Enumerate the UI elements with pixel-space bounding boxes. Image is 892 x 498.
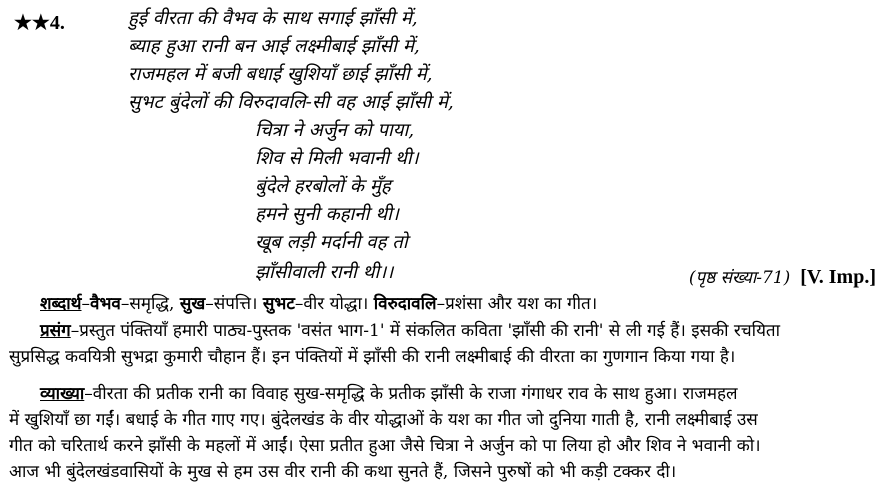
- context-label: प्रसंग: [40, 321, 71, 341]
- source-page: (पृष्ठ संख्या-71): [688, 268, 791, 288]
- poem-line: ब्याह हुआ रानी बन आई लक्ष्मीबाई झाँसी में,: [128, 36, 420, 57]
- explanation-text: आज भी बुंदेलखंडवासियों के मुख से हम उस वीर रानी की कथा सुनते हैं, जिसने पुरुषों को भी कड़ी टक्कर दी।: [9, 462, 677, 482]
- explanation-text: गीत को चरितार्थ करने झाँसी के महलों में आईं। ऐसा प्रतीत हुआ जैसे चित्रा ने अर्जुन को पा लिया हो और शिव ने भवानी को।: [9, 436, 761, 456]
- poem-line: शिव से मिली भवानी थी।: [255, 148, 419, 169]
- explanation-text: में खुशियाँ छा गईं। बधाई के गीत गाए गए। बुंदेलखंड के वीर योद्धाओं के यश का गीत जो दुनिया गाती है, रानी लक्ष्मीबाई उस: [9, 410, 758, 430]
- glossary-meaning: –समृद्धि,: [120, 294, 180, 314]
- poem-line: हमने सुनी कहानी थी।: [255, 204, 399, 225]
- context-text: सुप्रसिद्ध कवयित्री सुभद्रा कुमारी चौहान हैं। इन पंक्तियों में झाँसी की रानी लक्ष्मीबाई की वीरता का गुणगान किया गया है।: [9, 347, 736, 367]
- glossary: शब्दार्थ–वैभव–समृद्धि, सुख–संपत्ति। सुभट–वीर योद्धा। विरुदावलि–प्रशंसा और यश का गीत।: [40, 294, 598, 314]
- poem-line: खूब लड़ी मर्दानी वह तो: [255, 232, 408, 253]
- glossary-term: सुख: [179, 294, 206, 314]
- poem-line: राजमहल में बजी बधाई खुशियाँ छाई झाँसी में,: [128, 64, 433, 85]
- glossary-term: विरुदावलि: [373, 294, 437, 314]
- question-number: ★★4.: [14, 12, 65, 34]
- importance-tag: [V. Imp.]: [800, 266, 876, 288]
- poem-line: चित्रा ने अर्जुन को पाया,: [255, 120, 415, 141]
- poem-line: सुभट बुंदेलों की विरुदावलि-सी वह आई झाँसी में,: [128, 92, 454, 113]
- explanation-paragraph: [40, 382, 876, 408]
- context-paragraph: [40, 319, 876, 345]
- glossary-meaning: –प्रशंसा और यश का गीत।: [436, 294, 598, 314]
- poem-line: हुई वीरता की वैभव के साथ सगाई झाँसी में,: [128, 8, 418, 29]
- explanation-label: व्याख्या: [40, 384, 85, 404]
- poem-line: झाँसीवाली रानी थी।।: [255, 262, 394, 283]
- glossary-meaning: –संपत्ति।: [205, 294, 263, 314]
- glossary-label: शब्दार्थ: [40, 294, 82, 314]
- explanation-text: –वीरता की प्रतीक रानी का विवाह सुख-समृद्धि के प्रतीक झाँसी के राजा गंगाधर राव के साथ हुआ। राजमहल: [84, 384, 738, 404]
- page-reference: [689, 264, 876, 291]
- context-text: –प्रस्तुत पंक्तियाँ हमारी पाठ्य-पुस्तक 'वसंत भाग-1' में संकलित कविता 'झाँसी की रानी' से ली गई हैं। इसकी रचयिता: [70, 321, 781, 341]
- poem-line: बुंदेले हरबोलों के मुँह: [255, 176, 391, 197]
- glossary-term: सुभट: [262, 294, 295, 314]
- glossary-term: वैभव: [90, 294, 121, 314]
- glossary-meaning: –वीर योद्धा।: [294, 294, 374, 314]
